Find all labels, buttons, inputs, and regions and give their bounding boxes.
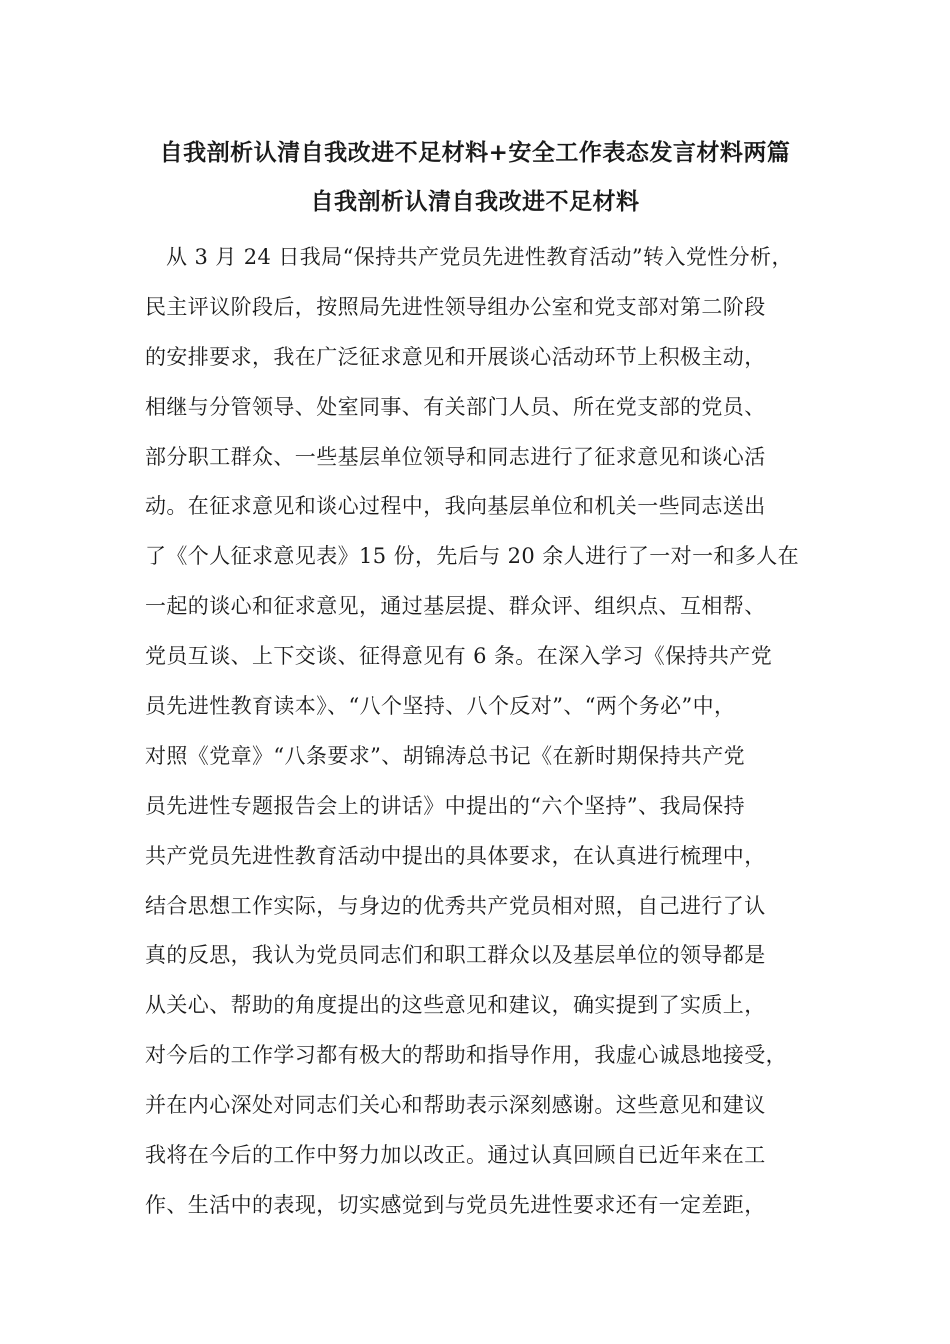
paragraph-line: 员先进性专题报告会上的讲话》中提出的“六个坚持”、我局保持 (145, 793, 746, 818)
paragraph-line: 共产党员先进性教育活动中提出的具体要求，在认真进行梳理中， (145, 843, 766, 868)
paragraph-line: 真的反思，我认为党员同志们和职工群众以及基层单位的领导都是 (145, 943, 766, 968)
paragraph-line: 作、生活中的表现，切实感觉到与党员先进性要求还有一定差距， (145, 1192, 766, 1217)
paragraph-line: 动。在征求意见和谈心过程中，我向基层单位和机关一些同志送出 (145, 494, 766, 519)
document-title: 自我剖析认清自我改进不足材料+安全工作表态发言材料两篇 (159, 140, 791, 166)
paragraph-line: 我将在今后的工作中努力加以改正。通过认真回顾自已近年来在工 (145, 1143, 766, 1168)
paragraph-line: 党员互谈、上下交谈、征得意见有 6 条。在深入学习《保持共产党 (145, 644, 773, 669)
paragraph-line: 员先进性教育读本》、“八个坚持、八个反对”、“两个务必”中， (145, 694, 736, 719)
paragraph-line: 了《个人征求意见表》15 份，先后与 20 余人进行了一对一和多人在 (145, 544, 800, 569)
paragraph-line: 一起的谈心和征求意见，通过基层提、群众评、组织点、互相帮、 (145, 594, 766, 619)
body-paragraph (145, 233, 808, 1231)
paragraph-line: 对今后的工作学习都有极大的帮助和指导作用，我虚心诚恳地接受， (145, 1043, 787, 1068)
paragraph-line: 民主评议阶段后，按照局先进性领导组办公室和党支部对第二阶段 (145, 294, 766, 319)
paragraph-line: 从关心、帮助的角度提出的这些意见和建议，确实提到了实质上， (145, 993, 766, 1018)
paragraph-line: 部分职工群众、一些基层单位领导和同志进行了征求意见和谈心活 (145, 444, 766, 469)
paragraph-line: 从 3 月 24 日我局“保持共产党员先进性教育活动”转入党性分析， (166, 245, 793, 269)
paragraph-line: 结合思想工作实际，与身边的优秀共产党员相对照，自己进行了认 (145, 893, 766, 918)
paragraph-line: 相继与分管领导、处室同事、有关部门人员、所在党支部的党员、 (145, 394, 766, 419)
paragraph-line: 的安排要求，我在广泛征求意见和开展谈心活动环节上积极主动， (145, 344, 766, 369)
paragraph-line: 对照《党章》“八条要求”、胡锦涛总书记《在新时期保持共产党 (145, 743, 746, 768)
paragraph-line: 并在内心深处对同志们关心和帮助表示深刻感谢。这些意见和建议 (145, 1093, 766, 1118)
document-subtitle: 自我剖析认清自我改进不足材料 (310, 189, 640, 215)
